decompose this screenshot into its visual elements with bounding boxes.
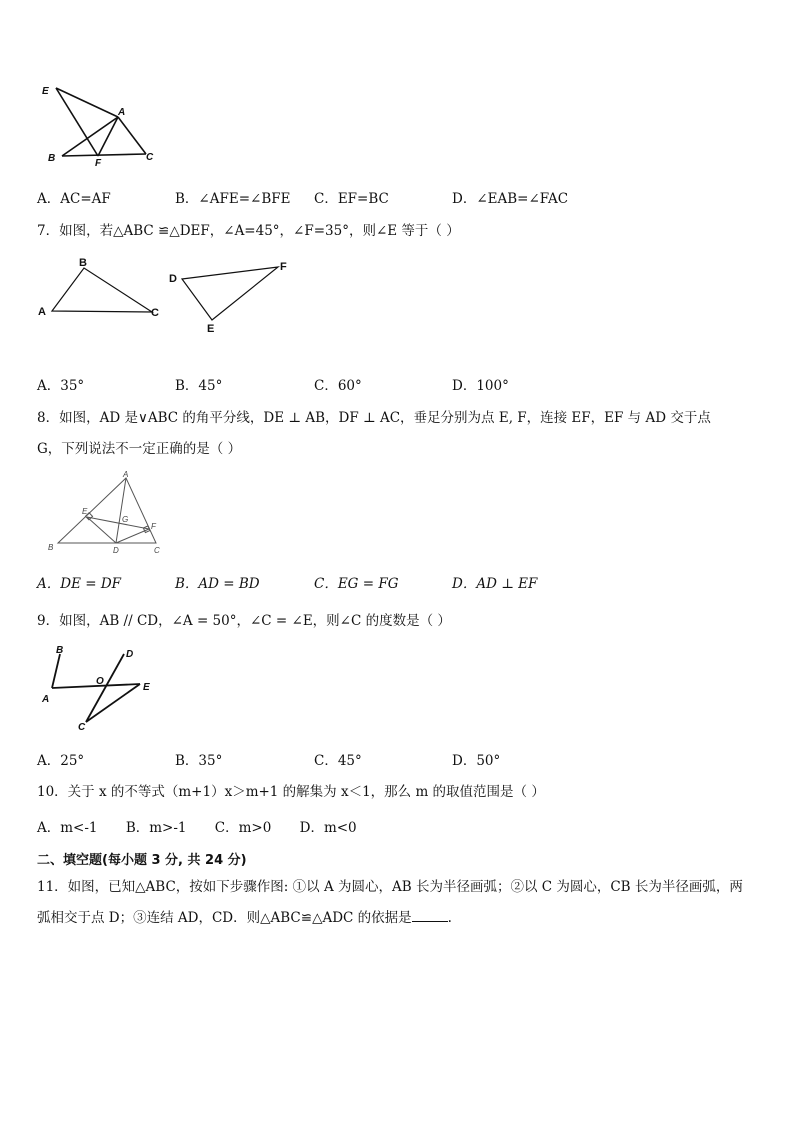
q9-stem: 9．如图，AB // CD，∠A = 50°，∠C = ∠E，则∠C 的度数是（ ） xyxy=(37,613,451,629)
q9-option-b[interactable]: B．35° xyxy=(175,753,223,769)
q9-option-c[interactable]: C．45° xyxy=(314,753,362,769)
q7-option-c[interactable]: C．60° xyxy=(314,378,362,394)
q7-figure xyxy=(36,254,296,334)
q7-option-d[interactable]: D．100° xyxy=(452,378,509,394)
q10-option-d[interactable]: D．m<0 xyxy=(299,820,357,836)
section-fill-in-title: 二、填空题(每小题 3 分, 共 24 分) xyxy=(37,853,247,868)
q9-label-o: O xyxy=(96,676,104,687)
q10-option-c[interactable]: C．m>0 xyxy=(214,820,272,836)
q6-option-d[interactable]: D．∠EAB=∠FAC xyxy=(452,191,569,207)
q6-figure xyxy=(40,82,170,170)
q7-label-f: F xyxy=(280,261,287,273)
q11-stem-line2 xyxy=(37,906,452,926)
q8-label-c: C xyxy=(154,546,160,555)
q10-stem: 10．关于 x 的不等式（m+1）x＞m+1 的解集为 x＜1，那么 m 的取值范围是（ ） xyxy=(37,784,545,800)
q9-label-d: D xyxy=(126,649,134,660)
q8-stem-line1: 8．如图，AD 是∨ABC 的角平分线，DE ⊥ AB，DF ⊥ AC，垂足分别为点 E, F，连接 EF，EF 与 AD 交于点 xyxy=(37,410,711,426)
q8-option-c[interactable]: C．EG = FG xyxy=(314,576,399,592)
q11-stem-text: 弧相交于点 D；③连结 AD，CD．则△ABC≌△ADC 的依据是 xyxy=(37,910,412,926)
q6-label-e: E xyxy=(42,86,49,97)
q6-label-a: A xyxy=(118,107,126,118)
q11-stem-line1: 11．如图，已知△ABC，按如下步骤作图: ①以 A 为圆心，AB 长为半径画弧；②以 C 为圆心，CB 长为半径画弧，两 xyxy=(37,879,743,895)
q10-option-a[interactable]: A．m<-1 xyxy=(37,820,98,836)
q9-label-a: A xyxy=(42,694,50,705)
q8-label-b: B xyxy=(48,543,54,552)
q7-label-c: C xyxy=(151,307,159,319)
q7-label-b: B xyxy=(79,257,87,269)
q7-option-a[interactable]: A．35° xyxy=(37,378,85,394)
q7-stem: 7．如图，若△ABC ≌△DEF，∠A=45°，∠F=35°，则∠E 等于（ ） xyxy=(37,223,460,239)
q6-label-f: F xyxy=(95,158,102,169)
q9-parallel-lines-diagram xyxy=(40,644,160,734)
q6-label-c: C xyxy=(146,152,154,163)
q8-label-g: G xyxy=(122,515,129,524)
q8-option-a[interactable]: A．DE = DF xyxy=(37,576,122,592)
q6-option-b[interactable]: B．∠AFE=∠BFE xyxy=(175,191,291,207)
q8-figure xyxy=(44,470,169,556)
q6-label-b: B xyxy=(48,153,56,164)
q9-figure xyxy=(40,644,160,734)
q7-label-e: E xyxy=(207,323,215,334)
q8-label-a: A xyxy=(123,470,129,479)
q8-label-e: E xyxy=(82,507,88,516)
q7-option-b[interactable]: B．45° xyxy=(175,378,223,394)
q7-label-a: A xyxy=(38,306,46,318)
q8-stem-line2: G，下列说法不一定正确的是（ ） xyxy=(37,441,242,457)
q6-option-a[interactable]: A．AC=AF xyxy=(37,191,111,207)
q7-triangles-diagram xyxy=(36,254,296,334)
q8-option-d[interactable]: D．AD ⊥ EF xyxy=(452,576,538,592)
q9-label-e: E xyxy=(143,682,150,693)
q8-bisector-diagram xyxy=(44,470,169,556)
q9-option-d[interactable]: D．50° xyxy=(452,753,501,769)
q9-label-c: C xyxy=(78,722,86,733)
q6-option-c[interactable]: C．EF=BC xyxy=(314,191,389,207)
q9-label-b: B xyxy=(56,645,64,656)
q6-triangle-diagram xyxy=(40,82,170,170)
q10-options xyxy=(37,816,381,836)
q8-option-b[interactable]: B．AD = BD xyxy=(175,576,260,592)
q10-option-b[interactable]: B．m>-1 xyxy=(125,820,187,836)
q7-label-d: D xyxy=(169,273,177,285)
q11-answer-blank[interactable] xyxy=(412,909,448,922)
q9-option-a[interactable]: A．25° xyxy=(37,753,85,769)
q11-stem-end: . xyxy=(447,910,452,926)
q8-label-f: F xyxy=(151,522,156,531)
q8-label-d: D xyxy=(113,546,119,555)
